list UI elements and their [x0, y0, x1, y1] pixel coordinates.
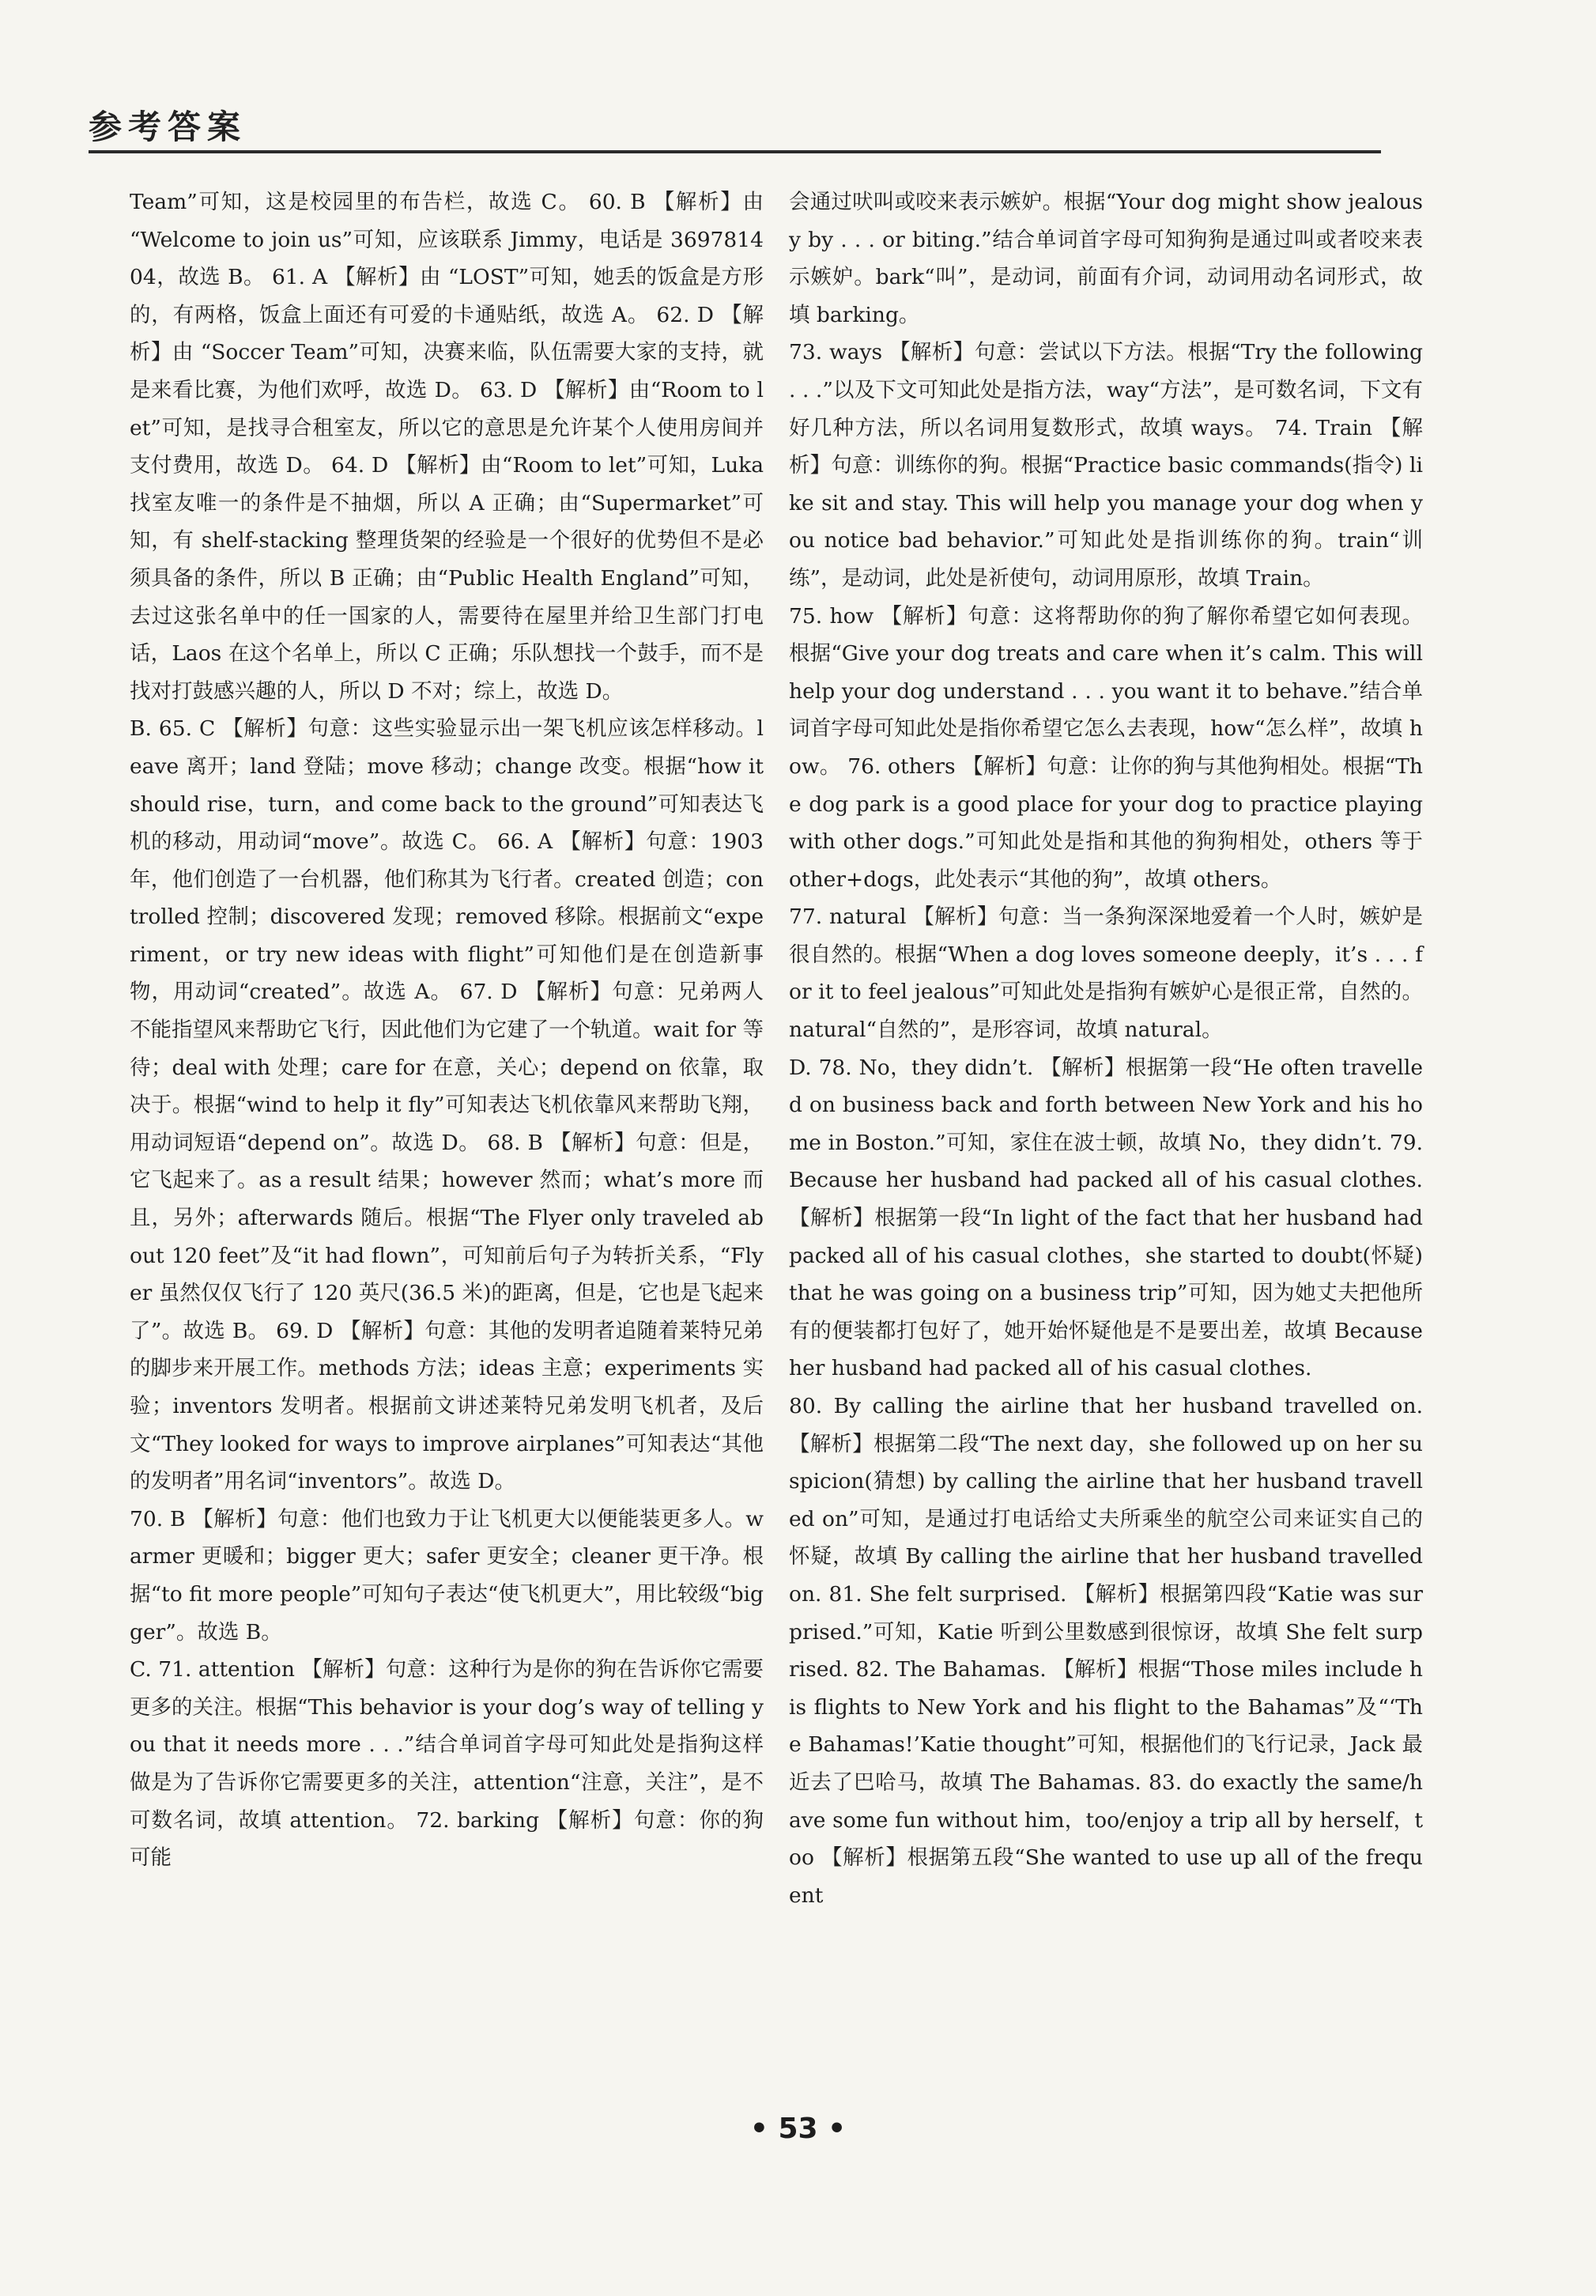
answer-paragraph: D. 78. No，they didn’t. 【解析】根据第一段“He often travelled on business back and forth between New York and his home in Boston.”可知，家住在波士顿，故填 No，they didn’t. 79. Because her husband had packed all of his casual clothes. 【解析】根据第一段“In light of the fact that her husband had packed all of his casual clothes，she started to doubt(怀疑) that he was going on a business trip”可知，因为她丈夫把他所有的便装都打包好了，她开始怀疑他是不是要出差，故填 Because her husband had packed all of his casual clothes. — [789, 1055, 1423, 1381]
answer-paragraph: 80. By calling the airline that her husband travelled on. 【解析】根据第二段“The next day，she followed up on her suspicion(猜想) by calling the airline that her husband travelled on”可知，是通过打电话给丈夫所乘坐的航空公司来证实自己的怀疑，故填 By calling the airline that her husband travelled on. 81. She felt surprised. 【解析】根据第四段“Katie was surprised.”可知，Katie 听到公里数感到很惊讶，故填 She felt surprised. 82. The Bahamas. 【解析】根据“Those miles include his flights to New York and his flight to the Bahamas”及“‘The Bahamas!’Katie thought”可知，根据他们的飞行记录，Jack 最近去了巴哈马，故填 The Bahamas. 83. do exactly the same/have some fun without him，too/enjoy a trip all by herself，too 【解析】根据第五段“She wanted to use up all of the frequent — [789, 1394, 1423, 1908]
answer-paragraph: 会通过吠叫或咬来表示嫉妒。根据“Your dog might show jealousy by . . . or biting.”结合单词首字母可知狗狗是通过叫或者咬来表示嫉妒。bark“叫”，是动词，前面有介词，动词用动名词形式，故填 barking。 — [789, 190, 1423, 327]
right-column — [789, 183, 1423, 1914]
answer-paragraph: 70. B 【解析】句意：他们也致力于让飞机更大以便能装更多人。warmer 更暖和；bigger 更大；safer 更安全；cleaner 更干净。根据“to fit more people”可知句子表达“使飞机更大”，用比较级“bigger”。故选 B。 — [130, 1506, 764, 1645]
header-divider — [89, 150, 1381, 153]
left-column — [130, 183, 764, 1877]
page-number: • 53 • — [749, 2113, 847, 2145]
answer-paragraph: Team”可知，这是校园里的布告栏，故选 C。 60. B 【解析】由 “Welcome to join us”可知，应该联系 Jimmy，电话是 369781404，故选 B。 61. A 【解析】由 “LOST”可知，她丢的饭盒是方形的，有两格，饭盒上面还有可爱的卡通贴纸，故选 A。 62. D 【解析】由 “Soccer Team”可知，决赛来临，队伍需要大家的支持，就是来看比赛，为他们欢呼，故选 D。 63. D 【解析】由“Room to let”可知，是找寻合租室友，所以它的意思是允许某个人使用房间并支付费用，故选 D。 64. D 【解析】由“Room to let”可知，Luka 找室友唯一的条件是不抽烟，所以 A 正确；由“Supermarket”可知，有 shelf-stacking 整理货架的经验是一个很好的优势但不是必须具备的条件，所以 B 正确；由“Public Health England”可知，去过这张名单中的任一国家的人，需要待在屋里并给卫生部门打电话，Laos 在这个名单上，所以 C 正确；乐队想找一个鼓手，而不是找对打鼓感兴趣的人，所以 D 不对；综上，故选 D。 — [130, 190, 764, 704]
answer-paragraph: 75. how 【解析】句意：这将帮助你的狗了解你希望它如何表现。根据“Give your dog treats and care when it’s calm. This will help your dog understand . . . you want it to behave.”结合单词首字母可知此处是指你希望它怎么去表现，how“怎么样”，故填 how。 76. others 【解析】句意：让你的狗与其他狗相处。根据“The dog park is a good place for your dog to practice playing with other dogs.”可知此处是指和其他的狗狗相处，others 等于 other+dogs，此处表示“其他的狗”，故填 others。 — [789, 603, 1423, 892]
answer-paragraph: C. 71. attention 【解析】句意：这种行为是你的狗在告诉你它需要更多的关注。根据“This behavior is your dog’s way of telling you that it needs more . . .”结合单词首字母可知此处是指狗这样做是为了告诉你它需要更多的关注，attention“注意，关注”，是不可数名词，故填 attention。 72. barking 【解析】句意：你的狗可能 — [130, 1657, 764, 1871]
answer-paragraph: 77. natural 【解析】句意：当一条狗深深地爱着一个人时，嫉妒是很自然的。根据“When a dog loves someone deeply，it’s . . . for it to feel jealous”可知此处是指狗有嫉妒心是很正常，自然的。natural“自然的”，是形容词，故填 natural。 — [789, 904, 1423, 1043]
page-header-title: 参考答案 — [89, 108, 247, 146]
answer-paragraph: 73. ways 【解析】句意：尝试以下方法。根据“Try the following . . .”以及下文可知此处是指方法，way“方法”，是可数名词，下文有好几种方法，所以名词用复数形式，故填 ways。 74. Train 【解析】句意：训练你的狗。根据“Practice basic commands(指令) like sit and stay. This will help you manage your dog when you notice bad behavior.”可知此处是指训练你的狗。train“训练”，是动词，此处是祈使句，动词用原形，故填 Train。 — [789, 340, 1423, 591]
answer-paragraph: B. 65. C 【解析】句意：这些实验显示出一架飞机应该怎样移动。leave 离开；land 登陆；move 移动；change 改变。根据“how it should rise，turn，and come back to the ground”可知表达飞机的移动，用动词“move”。故选 C。 66. A 【解析】句意：1903 年，他们创造了一台机器，他们称其为飞行者。created 创造；controlled 控制；discovered 发现；removed 移除。根据前文“experiment，or try new ideas with flight”可知他们是在创造新事物，用动词“created”。故选 A。 67. D 【解析】句意：兄弟两人不能指望风来帮助它飞行，因此他们为它建了一个轨道。wait for 等待；deal with 处理；care for 在意，关心；depend on 依靠，取决于。根据“wind to help it fly”可知表达飞机依靠风来帮助飞翔，用动词短语“depend on”。故选 D。 68. B 【解析】句意：但是，它飞起来了。as a result 结果；however 然而；what’s more 而且，另外；afterwards 随后。根据“The Flyer only traveled about 120 feet”及“it had flown”，可知前后句子为转折关系，“Flyer 虽然仅仅飞行了 120 英尺(36.5 米)的距离，但是，它也是飞起来了”。故选 B。 69. D 【解析】句意：其他的发明者追随着莱特兄弟的脚步来开展工作。methods 方法；ideas 主意；experiments 实验；inventors 发明者。根据前文讲述莱特兄弟发明飞机者，及后文“They looked for ways to improve airplanes”可知表达“其他的发明者”用名词“inventors”。故选 D。 — [130, 716, 764, 1494]
